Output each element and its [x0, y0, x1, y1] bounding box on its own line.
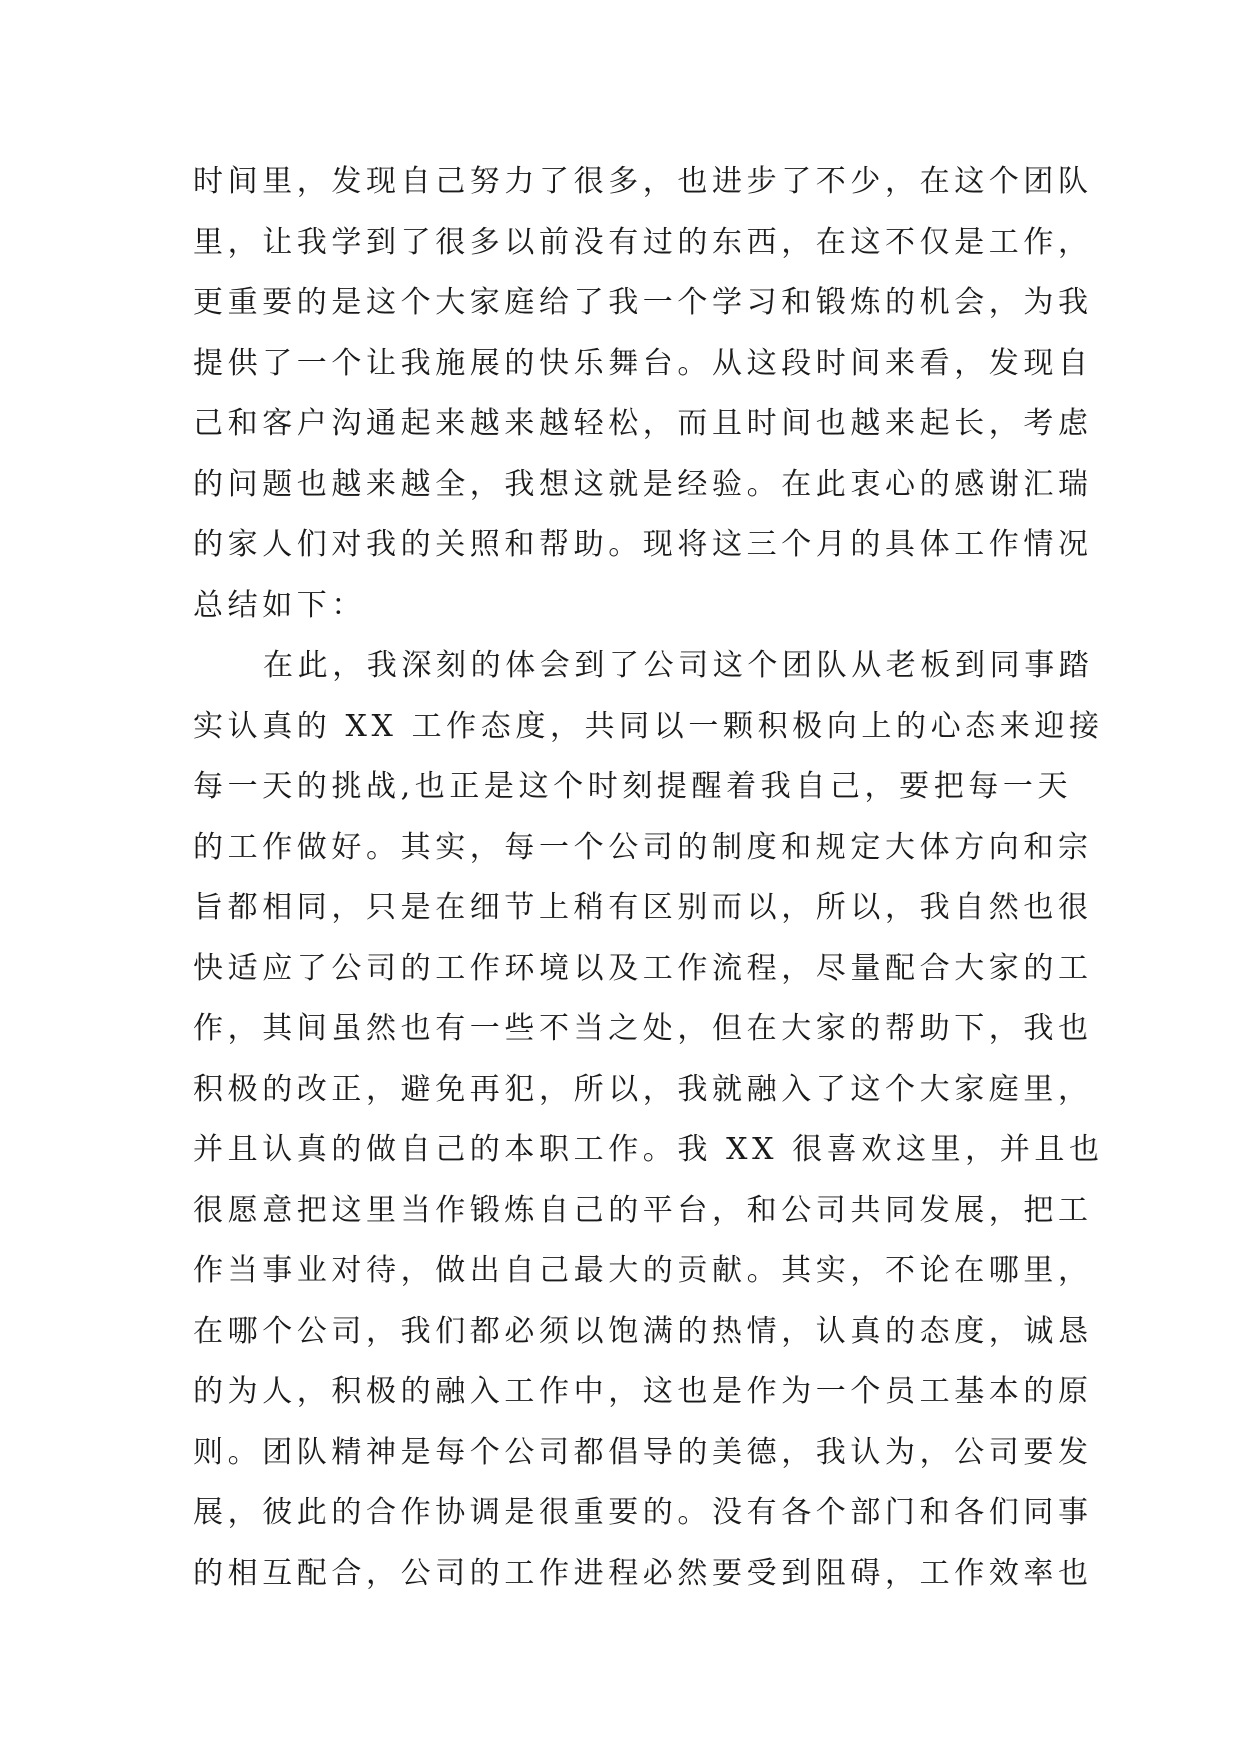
- text-line: 则。团队精神是每个公司都倡导的美德，我认为，公司要发: [193, 1434, 1093, 1470]
- text-line: 的相互配合，公司的工作进程必然要受到阻碍，工作效率也: [193, 1555, 1093, 1591]
- text-line: 在哪个公司，我们都必须以饱满的热情，认真的态度，诚恳: [193, 1313, 1093, 1349]
- text-line: 很愿意把这里当作锻炼自己的平台，和公司共同发展，把工: [193, 1192, 1093, 1228]
- text-line: 的问题也越来越全，我想这就是经验。在此衷心的感谢汇瑞: [193, 466, 1093, 502]
- text-line: 的家人们对我的关照和帮助。现将这三个月的具体工作情况: [193, 527, 1093, 562]
- text-line: 旨都相同，只是在细节上稍有区别而以，所以，我自然也很: [193, 890, 1093, 925]
- text-line: 的工作做好。其实，每一个公司的制度和规定大体方向和宗: [193, 829, 1093, 865]
- text-line: 提供了一个让我施展的快乐舞台。从这段时间来看，发现自: [193, 345, 1093, 381]
- text-line: 并且认真的做自己的本职工作。我 XX 很喜欢这里，并且也: [193, 1132, 1104, 1167]
- text-line: 作，其间虽然也有一些不当之处，但在大家的帮助下，我也: [193, 1011, 1093, 1046]
- text-line: 作当事业对待，做出自己最大的贡献。其实，不论在哪里，: [193, 1253, 1093, 1288]
- text-line: 里，让我学到了很多以前没有过的东西，在这不仅是工作，: [193, 224, 1093, 260]
- text-line: 时间里，发现自己努力了很多，也进步了不少，在这个团队: [193, 164, 1093, 199]
- text-line: 展，彼此的合作协调是很重要的。没有各个部门和各们同事: [193, 1495, 1093, 1530]
- text-line: 积极的改正，避免再犯，所以，我就融入了这个大家庭里，: [193, 1071, 1093, 1107]
- text-line: 实认真的 XX 工作态度，共同以一颗积极向上的心态来迎接: [193, 708, 1104, 744]
- text-line: 的为人，积极的融入工作中，这也是作为一个员工基本的原: [193, 1374, 1093, 1409]
- text-line: 总结如下：: [193, 587, 366, 623]
- text-line: 每一天的挑战,也正是这个时刻提醒着我自己，要把每一天: [193, 769, 1073, 804]
- text-line: 快适应了公司的工作环境以及工作流程，尽量配合大家的工: [193, 950, 1093, 986]
- text-line: 更重要的是这个大家庭给了我一个学习和锻炼的机会，为我: [193, 285, 1093, 320]
- text-line: 己和客户沟通起来越来越轻松，而且时间也越来起长，考虑: [193, 406, 1093, 441]
- paragraph-first-line: 在此，我深刻的体会到了公司这个团队从老板到同事踏: [263, 648, 1094, 683]
- body-text: [193, 152, 1104, 1604]
